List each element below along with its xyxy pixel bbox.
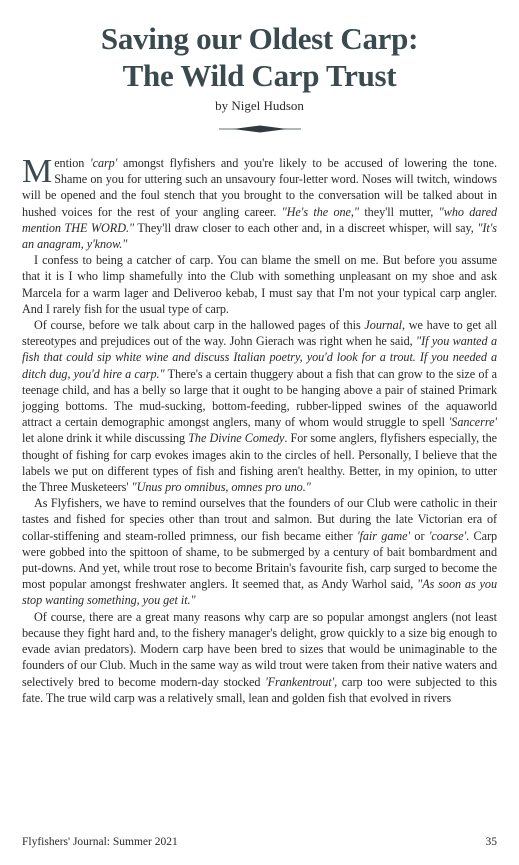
page-number: 35 xyxy=(485,836,497,848)
paragraph-3: Of course, before we talk about carp in the hallowed pages of this Journal, we have to get all stereotypes and prejudices out of the way. John Gierach was right when he said, "If you wanted a fish that could sip white wine and discuss Italian poetry, you'd look for a trout. If you needed a ditch dug, you'd hire a carp." There's a certain thuggery about a fish that can grow to the size of a teenage child, and has a belly so large that it ought to be hanging above a pair of stained Primark jogging bottoms. The mud-sucking, bottom-feeding, rubber-lipped swines of the aquaworld attract a certain demographic amongst anglers, many of whom would struggle to spell 'Sancerre' let alone drink it while discussing The Divine Comedy. For some anglers, flyfishers especially, the thought of fishing for carp evokes images akin to the circles of hell. Personally, I believe that the labels we put on different types of fish and fishing aren't healthy. Better, in my opinion, to utter the Three Musketeers' "Unus pro omnibus, omnes pro uno." xyxy=(22,318,498,495)
divider-ornament-icon xyxy=(219,124,301,134)
drop-cap: M xyxy=(22,153,53,190)
paragraph-2: I confess to being a catcher of carp. You can blame the smell on me. But before you assume that it is I who limp shamefully into the Club with something unpleasant on my shoe and ask Marcela for a warm lager and Deliveroo kebab, I must say that I'm not your typical carp angler. And I rarely fish for the usual type of carp. xyxy=(22,253,497,316)
byline: by Nigel Hudson xyxy=(215,98,304,113)
footer-publication: Flyfishers' Journal: Summer 2021 xyxy=(22,836,178,848)
title-line-1: Saving our Oldest Carp: xyxy=(100,21,419,56)
article-title xyxy=(0,20,519,94)
title-line-2: The Wild Carp Trust xyxy=(122,58,397,93)
paragraph-4: As Flyfishers, we have to remind ourselves that the founders of our Club were catholic in their tastes and fished for species other than trout and salmon. But during the late Victorian era of collar-stiffening and steam-rolled primness, our fish became either 'fair game' or 'coarse'. Carp were gobbed into the spittoon of shame, to be submerged by a century of bait bombardment and put-downs. And yet, while trout rose to become Britain's favourite fish, carp surged to become the most popular amongst freshwater anglers. It seemed that, as Andy Warhol said, "As soon as you stop wanting something, you get it." xyxy=(22,496,498,608)
article-body xyxy=(22,155,497,706)
paragraph-5: Of course, there are a great many reasons why carp are so popular amongst anglers (not least because they fight hard and, to the fishery manager's delight, grow quickly to a size big enough to evade avian predators). Modern carp have been bred to sizes that would be unimaginable to the founders of our Club. Much in the same way as wild trout were taken from their native waters and selectively bred to become modern-day stocked 'Frankentrout', carp too were subjected to this fate. The true wild carp was a relatively small, lean and golden fish that evolved in rivers xyxy=(22,609,497,705)
paragraph-1: Mention 'carp' amongst flyfishers and you're likely to be accused of lowering the tone. Shame on you for uttering such an unsavoury four-letter word. Noses will twitch, windows will be opened and the foul stench that you brought to the conversation will be talked about in hushed voices for the rest of your angling career. "He's the one," they'll mutter, "who dared mention THE WORD." They'll draw closer to each other and, in a discreet whisper, will say, "It's an anagram, y'know." xyxy=(22,153,497,252)
